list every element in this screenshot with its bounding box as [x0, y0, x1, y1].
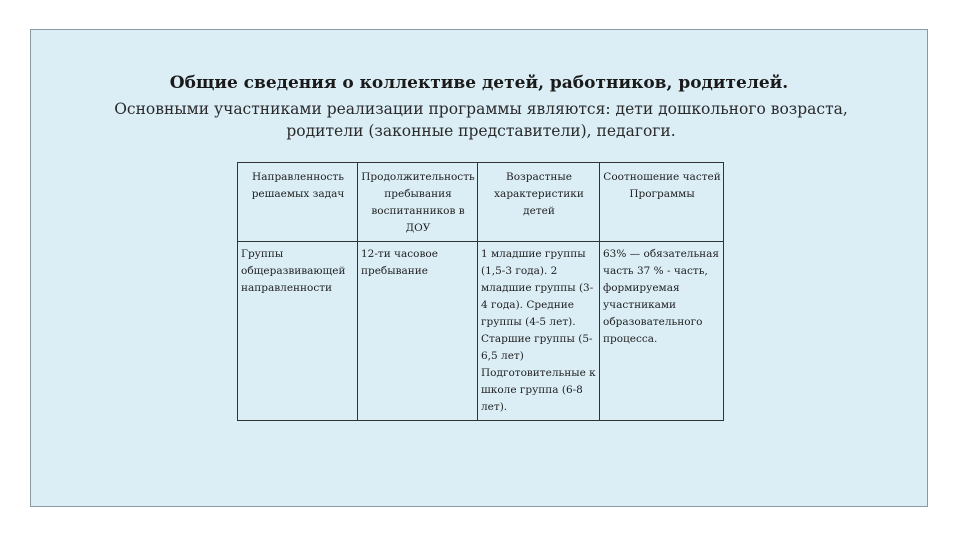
- table-row: [238, 242, 724, 421]
- cell-ratio: 63% — обязательная часть 37 % - часть, формируемая участниками образовательного процесса.: [600, 242, 724, 421]
- header-ratio: Соотношение частей Программы: [600, 163, 724, 242]
- slide-title: Общие сведения о коллективе детей, работников, родителей.: [169, 73, 789, 93]
- header-age: Возрастные характеристики детей: [478, 163, 600, 242]
- info-table: [237, 162, 724, 421]
- cell-direction: Группы общеразвивающей направленности: [238, 242, 358, 421]
- table-header-row: [238, 163, 724, 242]
- cell-age: 1 младшие группы (1,5-3 года). 2 младшие группы (3-4 года). Средние группы (4-5 лет). Старшие группы (5-6,5 лет) Подготовительные к школе группа (6-8 лет).: [478, 242, 600, 421]
- slide-panel: [30, 29, 928, 507]
- slide-subtitle: Основными участниками реализации программы являются: дети дошкольного возраста, родители (законные представители), педагоги.: [114, 100, 848, 140]
- cell-duration: 12-ти часовое пребывание: [358, 242, 478, 421]
- header-direction: Направленность решаемых задач: [238, 163, 358, 242]
- header-duration: Продолжительность пребывания воспитанников в ДОУ: [358, 163, 478, 242]
